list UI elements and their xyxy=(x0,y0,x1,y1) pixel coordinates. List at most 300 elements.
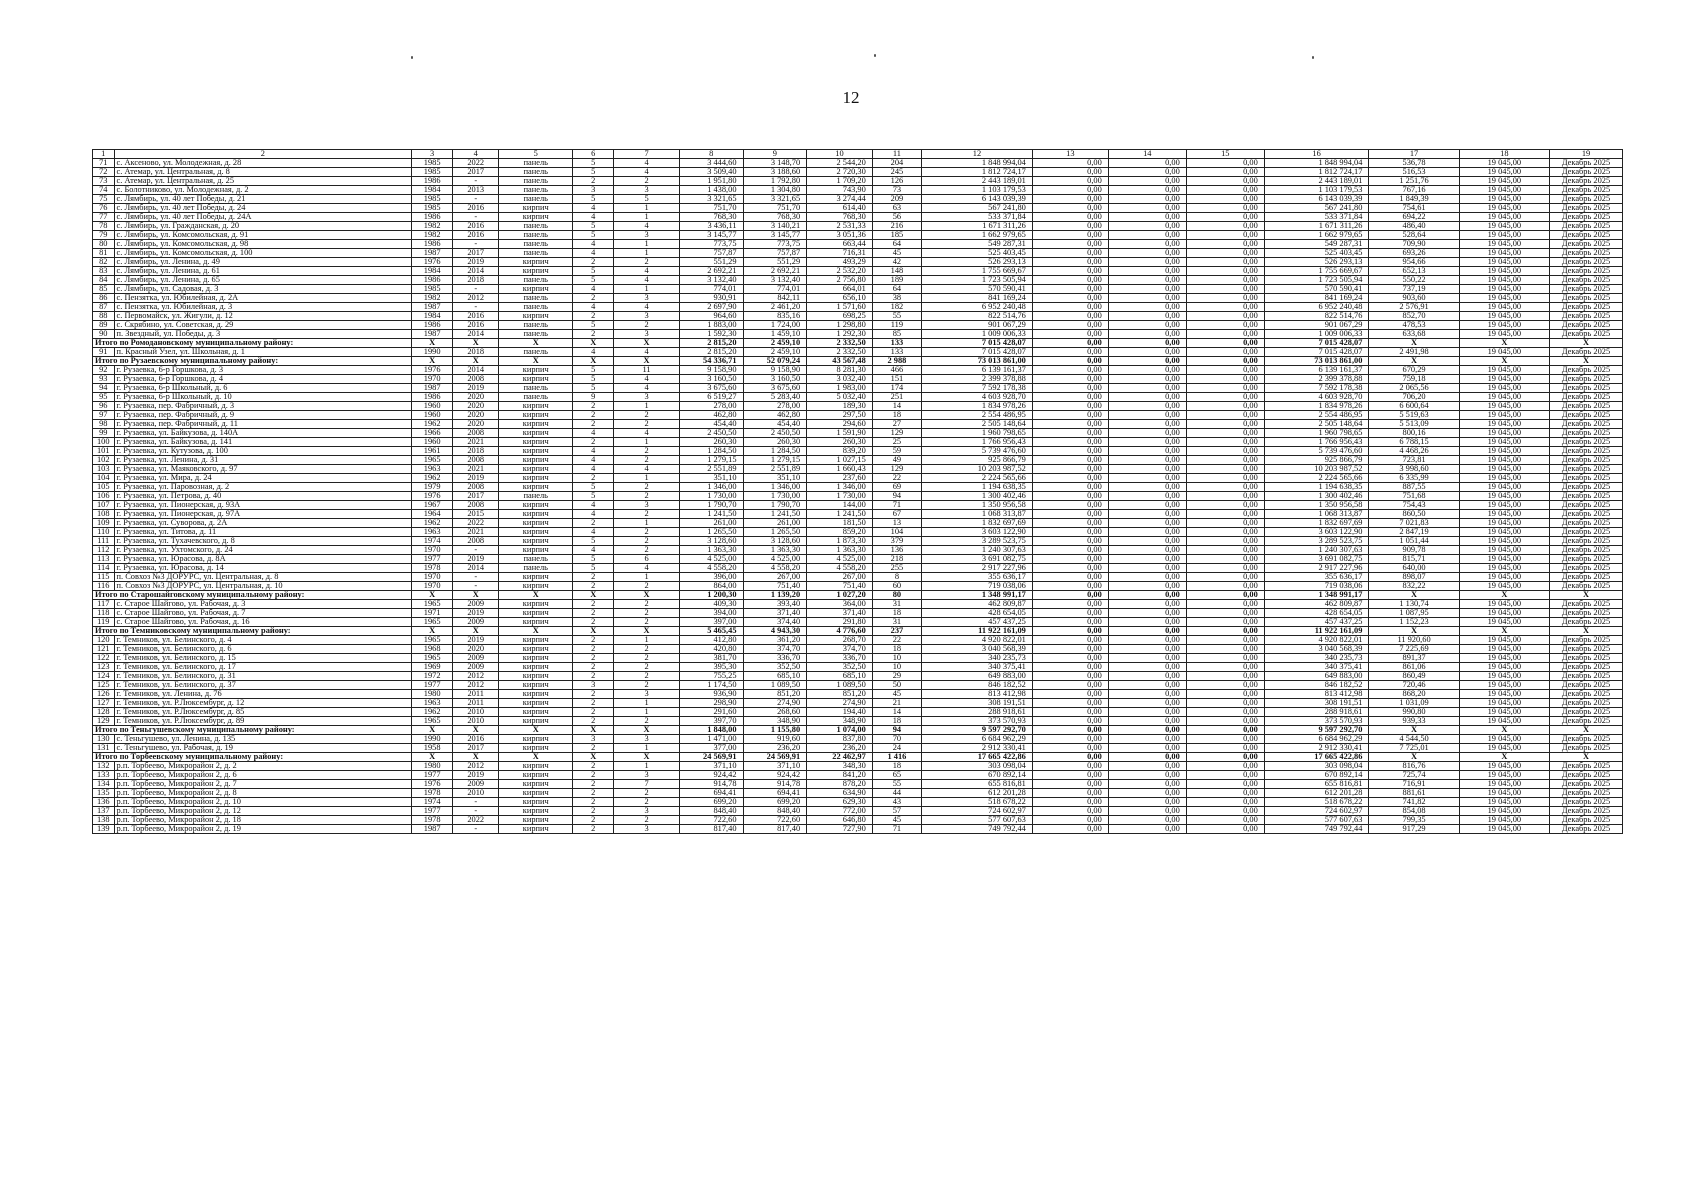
year-repair: - xyxy=(453,798,499,807)
address: г. Рузаевка, ул. Титова, д. 11 xyxy=(114,528,412,537)
completion-date: Декабрь 2025 xyxy=(1550,555,1623,564)
private-area: 1 660,43 xyxy=(807,465,873,474)
year-repair: 2013 xyxy=(453,186,499,195)
total-cost: 1 812 724,17 xyxy=(922,168,1033,177)
table-row xyxy=(93,510,1623,519)
row-number: 78 xyxy=(93,222,115,231)
total-area: 1 883,00 xyxy=(679,321,743,330)
row-number: 105 xyxy=(93,483,115,492)
total-area: 1 790,70 xyxy=(679,501,743,510)
private-area: 768,30 xyxy=(807,213,873,222)
address: с. Старое Шайгово, ул. Рабочая, д. 7 xyxy=(114,609,412,618)
private-area: 629,30 xyxy=(807,798,873,807)
floors: 2 xyxy=(573,402,614,411)
year-repair: 2020 xyxy=(453,393,499,402)
entrances: 2 xyxy=(614,177,680,186)
regional-funds: 0,00 xyxy=(1108,609,1186,618)
wall-material: панель xyxy=(499,240,573,249)
address: с. Лямбирь, ул. Комсомольская, д. 98 xyxy=(114,240,412,249)
address: с. Аксеново, ул. Молодежная, д. 28 xyxy=(114,159,412,168)
local-funds: 0,00 xyxy=(1186,240,1264,249)
private-area: 364,00 xyxy=(807,600,873,609)
federal-funds: 0,00 xyxy=(1032,483,1108,492)
year-repair: 2009 xyxy=(453,780,499,789)
total-area: 1 730,00 xyxy=(679,492,743,501)
row-number: 73 xyxy=(93,177,115,186)
owner-funds: 549 287,31 xyxy=(1264,240,1369,249)
address: р.п. Торбеево, Микрорайон 2, д. 2 xyxy=(114,762,412,771)
regional-funds: 0,00 xyxy=(1108,789,1186,798)
residents: 129 xyxy=(872,429,921,438)
address: с. Старое Шайгово, ул. Рабочая, д. 16 xyxy=(114,618,412,627)
table-row xyxy=(93,168,1623,177)
year-repair: 2011 xyxy=(453,699,499,708)
unit-cost: 6 788,15 xyxy=(1369,438,1459,447)
residents: 71 xyxy=(872,825,921,834)
unit-cost: 694,22 xyxy=(1369,213,1459,222)
total-z2: 0,00 xyxy=(1108,591,1186,600)
year-built: 1984 xyxy=(412,312,453,321)
table-row xyxy=(93,213,1623,222)
completion-date: Декабрь 2025 xyxy=(1550,276,1623,285)
regional-funds: 0,00 xyxy=(1108,717,1186,726)
total-cost: 288 918,61 xyxy=(922,708,1033,717)
owner-funds: 340 375,41 xyxy=(1264,663,1369,672)
address: р.п. Торбеево, Микрорайон 2, д. 8 xyxy=(114,789,412,798)
not-applicable-mark: X xyxy=(1550,357,1623,366)
total-cost: 749 792,44 xyxy=(922,825,1033,834)
table-row xyxy=(93,789,1623,798)
address: г. Рузаевка, ул. Пионерская, д. 93А xyxy=(114,501,412,510)
entrances: 11 xyxy=(614,366,680,375)
floors: 5 xyxy=(573,537,614,546)
wall-material: кирпич xyxy=(499,780,573,789)
wall-material: кирпич xyxy=(499,573,573,582)
wall-material: кирпич xyxy=(499,537,573,546)
year-built: 1960 xyxy=(412,402,453,411)
total-area: 4 558,20 xyxy=(679,564,743,573)
total-area: 420,80 xyxy=(679,645,743,654)
total-residents: 2 988 xyxy=(872,357,921,366)
total-cost: 1 834 978,26 xyxy=(922,402,1033,411)
max-unit-cost: 19 045,00 xyxy=(1459,762,1549,771)
wall-material: панель xyxy=(499,195,573,204)
address: п. Звездный, ул. Победы, д. 3 xyxy=(114,330,412,339)
federal-funds: 0,00 xyxy=(1032,780,1108,789)
not-applicable-mark: X xyxy=(614,591,680,600)
max-unit-cost: 19 045,00 xyxy=(1459,474,1549,483)
max-unit-cost: 19 045,00 xyxy=(1459,438,1549,447)
floors: 3 xyxy=(573,735,614,744)
floors: 2 xyxy=(573,825,614,834)
local-funds: 0,00 xyxy=(1186,375,1264,384)
total-area: 924,42 xyxy=(679,771,743,780)
not-applicable-mark: X xyxy=(1550,339,1623,348)
year-repair: 2022 xyxy=(453,816,499,825)
entrances: 3 xyxy=(614,807,680,816)
federal-funds: 0,00 xyxy=(1032,249,1108,258)
residents: 55 xyxy=(872,780,921,789)
private-area: 1 363,30 xyxy=(807,546,873,555)
unit-cost: 816,76 xyxy=(1369,762,1459,771)
max-unit-cost: 19 045,00 xyxy=(1459,546,1549,555)
private-area: 1 089,50 xyxy=(807,681,873,690)
regional-funds: 0,00 xyxy=(1108,672,1186,681)
federal-funds: 0,00 xyxy=(1032,699,1108,708)
max-unit-cost: 19 045,00 xyxy=(1459,717,1549,726)
max-unit-cost: 19 045,00 xyxy=(1459,384,1549,393)
residents: 129 xyxy=(872,465,921,474)
year-repair: 2020 xyxy=(453,402,499,411)
total-cost: 462 809,87 xyxy=(922,600,1033,609)
owner-funds: 3 040 568,39 xyxy=(1264,645,1369,654)
total-cost: 1 103 179,53 xyxy=(922,186,1033,195)
entrances: 3 xyxy=(614,690,680,699)
table-row xyxy=(93,240,1623,249)
max-unit-cost: 19 045,00 xyxy=(1459,582,1549,591)
year-built: 1978 xyxy=(412,564,453,573)
year-repair: 2009 xyxy=(453,654,499,663)
local-funds: 0,00 xyxy=(1186,384,1264,393)
total-area: 3 132,40 xyxy=(679,276,743,285)
total-s: 11 922 161,09 xyxy=(1264,627,1369,636)
completion-date: Декабрь 2025 xyxy=(1550,447,1623,456)
residents: 45 xyxy=(872,690,921,699)
year-repair: 2008 xyxy=(453,456,499,465)
residential-area: 462,80 xyxy=(743,411,807,420)
local-funds: 0,00 xyxy=(1186,438,1264,447)
residents: 45 xyxy=(872,249,921,258)
regional-funds: 0,00 xyxy=(1108,402,1186,411)
total-area: 930,91 xyxy=(679,294,743,303)
residential-area: 268,60 xyxy=(743,708,807,717)
private-area: 2 531,33 xyxy=(807,222,873,231)
row-number: 107 xyxy=(93,501,115,510)
completion-date: Декабрь 2025 xyxy=(1550,582,1623,591)
residential-area: 3 128,60 xyxy=(743,537,807,546)
wall-material: кирпич xyxy=(499,663,573,672)
owner-funds: 4 603 928,70 xyxy=(1264,393,1369,402)
year-repair: 2016 xyxy=(453,312,499,321)
floors: 2 xyxy=(573,762,614,771)
entrances: 1 xyxy=(614,699,680,708)
row-number: 99 xyxy=(93,429,115,438)
total-area: 278,00 xyxy=(679,402,743,411)
total-area: 1 363,30 xyxy=(679,546,743,555)
owner-funds: 925 866,79 xyxy=(1264,456,1369,465)
total-a1: 2 815,20 xyxy=(679,339,743,348)
federal-funds: 0,00 xyxy=(1032,789,1108,798)
floors: 4 xyxy=(573,528,614,537)
unit-cost: 759,18 xyxy=(1369,375,1459,384)
total-cost: 724 602,97 xyxy=(922,807,1033,816)
total-area: 260,30 xyxy=(679,438,743,447)
federal-funds: 0,00 xyxy=(1032,168,1108,177)
residents: 25 xyxy=(872,438,921,447)
private-area: 348,30 xyxy=(807,762,873,771)
residential-area: 371,10 xyxy=(743,762,807,771)
wall-material: кирпич xyxy=(499,420,573,429)
owner-funds: 1 009 006,33 xyxy=(1264,330,1369,339)
total-cost: 533 371,84 xyxy=(922,213,1033,222)
residential-area: 1 790,70 xyxy=(743,501,807,510)
year-repair: - xyxy=(453,807,499,816)
floors: 2 xyxy=(573,573,614,582)
floors: 5 xyxy=(573,366,614,375)
total-area: 351,10 xyxy=(679,474,743,483)
wall-material: кирпич xyxy=(499,717,573,726)
address: с. Теньгушево, ул. Рабочая, д. 19 xyxy=(114,744,412,753)
entrances: 2 xyxy=(614,654,680,663)
floors: 4 xyxy=(573,240,614,249)
max-unit-cost: 19 045,00 xyxy=(1459,510,1549,519)
max-unit-cost: 19 045,00 xyxy=(1459,303,1549,312)
row-number: 88 xyxy=(93,312,115,321)
address: г. Рузаевка, ул. Пионерская, д. 97А xyxy=(114,510,412,519)
row-number: 92 xyxy=(93,366,115,375)
total-area: 551,29 xyxy=(679,258,743,267)
entrances: 3 xyxy=(614,294,680,303)
regional-funds: 0,00 xyxy=(1108,447,1186,456)
residential-area: 1 459,10 xyxy=(743,330,807,339)
row-number: 139 xyxy=(93,825,115,834)
year-built: 1963 xyxy=(412,465,453,474)
row-number: 80 xyxy=(93,240,115,249)
address: с. Скрябино, ул. Советская, д. 29 xyxy=(114,321,412,330)
column-number: 16 xyxy=(1264,150,1369,159)
residential-area: 722,60 xyxy=(743,816,807,825)
owner-funds: 308 191,51 xyxy=(1264,699,1369,708)
unit-cost: 528,64 xyxy=(1369,231,1459,240)
private-area: 181,50 xyxy=(807,519,873,528)
total-t: 73 013 861,00 xyxy=(922,357,1033,366)
local-funds: 0,00 xyxy=(1186,186,1264,195)
total-cost: 822 514,76 xyxy=(922,312,1033,321)
regional-funds: 0,00 xyxy=(1108,375,1186,384)
residential-area: 1 792,80 xyxy=(743,177,807,186)
address: с. Лямбирь, ул. Ленина, д. 65 xyxy=(114,276,412,285)
residents: 94 xyxy=(872,492,921,501)
federal-funds: 0,00 xyxy=(1032,177,1108,186)
total-area: 848,40 xyxy=(679,807,743,816)
total-t: 11 922 161,09 xyxy=(922,627,1033,636)
max-unit-cost: 19 045,00 xyxy=(1459,708,1549,717)
total-area: 1 279,15 xyxy=(679,456,743,465)
residents: 43 xyxy=(872,798,921,807)
year-built: 1984 xyxy=(412,186,453,195)
private-area: 3 051,36 xyxy=(807,231,873,240)
private-area: 336,70 xyxy=(807,654,873,663)
residential-area: 351,10 xyxy=(743,474,807,483)
completion-date: Декабрь 2025 xyxy=(1550,177,1623,186)
owner-funds: 2 505 148,64 xyxy=(1264,420,1369,429)
not-applicable-mark: X xyxy=(614,753,680,762)
unit-cost: 1 051,44 xyxy=(1369,537,1459,546)
year-built: 1986 xyxy=(412,321,453,330)
owner-funds: 7 592 178,38 xyxy=(1264,384,1369,393)
year-repair: 2009 xyxy=(453,618,499,627)
private-area: 2 720,30 xyxy=(807,168,873,177)
row-number: 103 xyxy=(93,465,115,474)
local-funds: 0,00 xyxy=(1186,717,1264,726)
regional-funds: 0,00 xyxy=(1108,267,1186,276)
year-repair: 2020 xyxy=(453,411,499,420)
row-number: 75 xyxy=(93,195,115,204)
total-cost: 303 098,04 xyxy=(922,762,1033,771)
unit-cost: 633,68 xyxy=(1369,330,1459,339)
year-built: 1987 xyxy=(412,330,453,339)
completion-date: Декабрь 2025 xyxy=(1550,366,1623,375)
local-funds: 0,00 xyxy=(1186,222,1264,231)
max-unit-cost: 19 045,00 xyxy=(1459,231,1549,240)
floors: 4 xyxy=(573,285,614,294)
owner-funds: 6 684 962,29 xyxy=(1264,735,1369,744)
regional-funds: 0,00 xyxy=(1108,546,1186,555)
local-funds: 0,00 xyxy=(1186,402,1264,411)
owner-funds: 457 437,25 xyxy=(1264,618,1369,627)
regional-funds: 0,00 xyxy=(1108,699,1186,708)
completion-date: Декабрь 2025 xyxy=(1550,420,1623,429)
federal-funds: 0,00 xyxy=(1032,825,1108,834)
local-funds: 0,00 xyxy=(1186,807,1264,816)
max-unit-cost: 19 045,00 xyxy=(1459,654,1549,663)
completion-date: Декабрь 2025 xyxy=(1550,222,1623,231)
total-z3: 0,00 xyxy=(1186,627,1264,636)
column-number: 4 xyxy=(453,150,499,159)
year-built: 1977 xyxy=(412,771,453,780)
completion-date: Декабрь 2025 xyxy=(1550,438,1623,447)
year-built: 1978 xyxy=(412,789,453,798)
local-funds: 0,00 xyxy=(1186,276,1264,285)
wall-material: кирпич xyxy=(499,807,573,816)
total-a2: 24 569,91 xyxy=(743,753,807,762)
year-built: 1970 xyxy=(412,546,453,555)
unit-cost: 486,40 xyxy=(1369,222,1459,231)
table-row xyxy=(93,438,1623,447)
wall-material: кирпич xyxy=(499,690,573,699)
residents: 8 xyxy=(872,573,921,582)
row-number: 76 xyxy=(93,204,115,213)
total-area: 773,75 xyxy=(679,240,743,249)
year-built: 1982 xyxy=(412,231,453,240)
total-cost: 1 194 638,35 xyxy=(922,483,1033,492)
table-row xyxy=(93,816,1623,825)
max-unit-cost: 19 045,00 xyxy=(1459,312,1549,321)
entrances: 6 xyxy=(614,555,680,564)
entrances: 1 xyxy=(614,744,680,753)
row-number: 118 xyxy=(93,609,115,618)
total-area: 1 241,50 xyxy=(679,510,743,519)
total-cost: 5 739 476,60 xyxy=(922,447,1033,456)
year-built: 1986 xyxy=(412,393,453,402)
address: г. Рузаевка, ул. Байкузова, д. 140А xyxy=(114,429,412,438)
completion-date: Декабрь 2025 xyxy=(1550,654,1623,663)
completion-date: Декабрь 2025 xyxy=(1550,348,1623,357)
unit-cost: 815,71 xyxy=(1369,555,1459,564)
entrances: 2 xyxy=(614,537,680,546)
row-number: 133 xyxy=(93,771,115,780)
year-repair: 2011 xyxy=(453,690,499,699)
row-number: 127 xyxy=(93,699,115,708)
floors: 4 xyxy=(573,249,614,258)
address: г. Рузаевка, пер. Фабричный, д. 3 xyxy=(114,402,412,411)
residents: 182 xyxy=(872,303,921,312)
total-a3: 1 074,00 xyxy=(807,726,873,735)
wall-material: кирпич xyxy=(499,519,573,528)
entrances: 1 xyxy=(614,708,680,717)
total-a3: 2 332,50 xyxy=(807,339,873,348)
district-total-row xyxy=(93,627,1623,636)
completion-date: Декабрь 2025 xyxy=(1550,213,1623,222)
wall-material: кирпич xyxy=(499,600,573,609)
wall-material: кирпич xyxy=(499,375,573,384)
local-funds: 0,00 xyxy=(1186,645,1264,654)
row-number: 85 xyxy=(93,285,115,294)
owner-funds: 6 143 039,39 xyxy=(1264,195,1369,204)
residential-area: 773,75 xyxy=(743,240,807,249)
completion-date: Декабрь 2025 xyxy=(1550,645,1623,654)
regional-funds: 0,00 xyxy=(1108,825,1186,834)
local-funds: 0,00 xyxy=(1186,159,1264,168)
entrances: 4 xyxy=(614,375,680,384)
not-applicable-mark: X xyxy=(573,726,614,735)
year-repair: - xyxy=(453,582,499,591)
federal-funds: 0,00 xyxy=(1032,762,1108,771)
floors: 4 xyxy=(573,429,614,438)
unit-cost: 799,35 xyxy=(1369,816,1459,825)
address: с. Болотниково, ул. Молодежная, д. 2 xyxy=(114,186,412,195)
district-total-label: Итого по Рузаевскому муниципальному району: xyxy=(93,357,412,366)
district-total-row xyxy=(93,726,1623,735)
table-row xyxy=(93,645,1623,654)
wall-material: кирпич xyxy=(499,528,573,537)
federal-funds: 0,00 xyxy=(1032,366,1108,375)
completion-date: Декабрь 2025 xyxy=(1550,672,1623,681)
owner-funds: 6 952 240,48 xyxy=(1264,303,1369,312)
not-applicable-mark: X xyxy=(614,339,680,348)
local-funds: 0,00 xyxy=(1186,501,1264,510)
regional-funds: 0,00 xyxy=(1108,510,1186,519)
residential-area: 685,10 xyxy=(743,672,807,681)
year-repair: 2019 xyxy=(453,258,499,267)
federal-funds: 0,00 xyxy=(1032,420,1108,429)
wall-material: панель xyxy=(499,555,573,564)
year-repair: - xyxy=(453,825,499,834)
wall-material: панель xyxy=(499,393,573,402)
owner-funds: 1 766 956,43 xyxy=(1264,438,1369,447)
address: с. Лямбирь, ул. Ленина, д. 61 xyxy=(114,267,412,276)
wall-material: кирпич xyxy=(499,681,573,690)
local-funds: 0,00 xyxy=(1186,456,1264,465)
total-z1: 0,00 xyxy=(1032,627,1108,636)
private-area: 751,40 xyxy=(807,582,873,591)
row-number: 129 xyxy=(93,717,115,726)
private-area: 236,20 xyxy=(807,744,873,753)
total-z2: 0,00 xyxy=(1108,726,1186,735)
row-number: 112 xyxy=(93,546,115,555)
year-built: 1986 xyxy=(412,240,453,249)
year-built: 1985 xyxy=(412,285,453,294)
local-funds: 0,00 xyxy=(1186,411,1264,420)
federal-funds: 0,00 xyxy=(1032,456,1108,465)
private-area: 1 298,80 xyxy=(807,321,873,330)
regional-funds: 0,00 xyxy=(1108,213,1186,222)
private-area: 1 346,00 xyxy=(807,483,873,492)
row-number: 113 xyxy=(93,555,115,564)
not-applicable-mark: X xyxy=(499,753,573,762)
district-total-row xyxy=(93,357,1623,366)
floors: 2 xyxy=(573,708,614,717)
